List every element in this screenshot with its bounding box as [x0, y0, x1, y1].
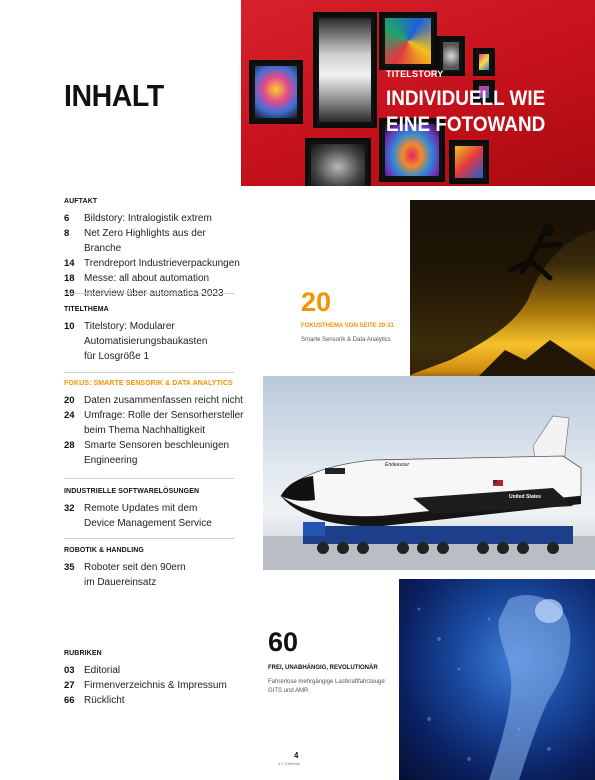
toc-line: beim Thema Nachhaltigkeit — [84, 425, 205, 436]
sixty-page-number[interactable]: 60 — [268, 627, 299, 657]
toc-section-heading: AUFTAKT — [64, 198, 98, 205]
toc-section-rubriken — [64, 650, 244, 708]
toc-section-software — [64, 488, 244, 531]
toc-line: Daten zusammenfassen reicht nicht — [84, 395, 243, 406]
shuttle-logo: United States — [509, 494, 541, 500]
toc-page: 8 — [64, 228, 70, 239]
toc-entry[interactable] — [64, 693, 244, 708]
toc-section-heading: INDUSTRIELLE SOFTWARELÖSUNGEN — [64, 488, 200, 495]
toc-page: 6 — [64, 213, 70, 224]
page-title: INHALT — [64, 78, 164, 113]
page-footer: 4.2 Getriebe — [278, 761, 301, 766]
toc-line: Trendreport Industrieverpackungen — [84, 258, 240, 269]
toc-section-heading: ROBOTIK & HANDLING — [64, 547, 144, 554]
toc-line: im Dauereinsatz — [84, 577, 157, 588]
page-number: 4 — [294, 751, 299, 760]
toc-page: 35 — [64, 562, 75, 573]
toc-line: Messe: all about automation — [84, 273, 210, 284]
climber-image[interactable] — [410, 200, 595, 385]
toc-line: für Losgröße 1 — [84, 351, 150, 362]
toc-line: Net Zero Highlights aus der Branche — [84, 228, 206, 254]
toc-section-fokus — [64, 380, 244, 468]
toc-page: 14 — [64, 258, 75, 269]
toc-section-robotik — [64, 547, 244, 590]
dancer-image[interactable] — [399, 579, 595, 780]
artwork-frame — [305, 138, 371, 186]
toc-line: Smarte Sensoren beschleunigen — [84, 440, 230, 451]
sixty-text: Fahrerlose mehrgängige Lastkraftfahrzeuge: GITS und AMR — [268, 679, 387, 694]
fokus-subtitle: FOKUSTHEMA VON SEITE 20-31 — [301, 323, 394, 329]
toc-line: Remote Updates mit dem — [84, 503, 198, 514]
toc-line: Automatisierungsbaukasten — [84, 336, 208, 347]
section-divider — [64, 538, 234, 539]
toc-section-heading: RUBRIKEN — [64, 650, 102, 657]
toc-entry[interactable] — [64, 256, 244, 271]
toc-line: Device Management Service — [84, 518, 212, 529]
toc-entry[interactable] — [64, 501, 244, 531]
toc-page: 27 — [64, 680, 75, 691]
toc-entry[interactable] — [64, 438, 244, 468]
toc-entry[interactable] — [64, 319, 244, 364]
toc-entry[interactable] — [64, 663, 244, 678]
toc-entry[interactable] — [64, 560, 244, 590]
toc-section-heading: FOKUS: SMARTE SENSORIK & DATA ANALYTICS — [64, 380, 233, 387]
sixty-subtitle: FREI, UNABHÄNGIG, REVOLUTIONÄR — [268, 665, 378, 671]
cover-story-title-line: INDIVIDUELL WIE — [386, 87, 546, 110]
toc-page: 32 — [64, 503, 75, 514]
cover-story-title[interactable] — [386, 86, 545, 138]
toc-entry[interactable] — [64, 408, 244, 438]
toc-page: 03 — [64, 665, 75, 676]
artwork-frame — [449, 140, 489, 184]
toc-page: 20 — [64, 395, 75, 406]
toc-section-heading: TITELTHEMA — [64, 306, 109, 313]
section-divider — [64, 478, 234, 479]
toc-line: Umfrage: Rolle der Sensorhersteller — [84, 410, 244, 421]
dancer-figure — [399, 579, 595, 780]
cover-story-label: TITELSTORY — [386, 69, 444, 79]
cover-story-title-line: EINE FOTOWAND — [386, 113, 546, 136]
toc-entry[interactable] — [64, 226, 244, 256]
fokus-page-number[interactable]: 20 — [301, 287, 332, 317]
toc-page: 18 — [64, 273, 75, 284]
toc-line: Titelstory: Modularer — [84, 321, 175, 332]
toc-entry[interactable] — [64, 678, 244, 693]
toc-page: 10 — [64, 321, 75, 332]
toc-line: Rücklicht — [84, 695, 125, 706]
shuttle-name: Endeavour — [385, 462, 410, 468]
artwork-frame — [473, 48, 495, 76]
toc-page: 24 — [64, 410, 75, 421]
toc-page: 28 — [64, 440, 75, 451]
artwork-frame — [379, 12, 437, 70]
section-divider — [64, 372, 234, 373]
space-shuttle-illustration — [263, 376, 595, 570]
toc-entry[interactable] — [64, 211, 244, 226]
artwork-frame — [249, 60, 303, 124]
toc-entry[interactable] — [64, 271, 244, 286]
space-shuttle-image[interactable] — [263, 376, 595, 570]
toc-line: Bildstory: Intralogistik extrem — [84, 213, 212, 224]
artwork-frame — [313, 12, 377, 128]
toc-line: Engineering — [84, 455, 138, 466]
toc-section-auftakt — [64, 198, 244, 301]
toc-entry[interactable] — [64, 393, 244, 408]
toc-line: Editorial — [84, 665, 121, 676]
toc-page: 66 — [64, 695, 75, 706]
section-divider — [64, 293, 234, 294]
toc-line: Roboter seit den 90ern — [84, 562, 186, 573]
fokus-text: Smarte Sensorik & Data Analytics — [301, 337, 391, 343]
climber-silhouette-icon — [410, 200, 595, 385]
toc-line: Firmenverzeichnis & Impressum — [84, 680, 227, 691]
toc-section-titelthema — [64, 306, 244, 364]
